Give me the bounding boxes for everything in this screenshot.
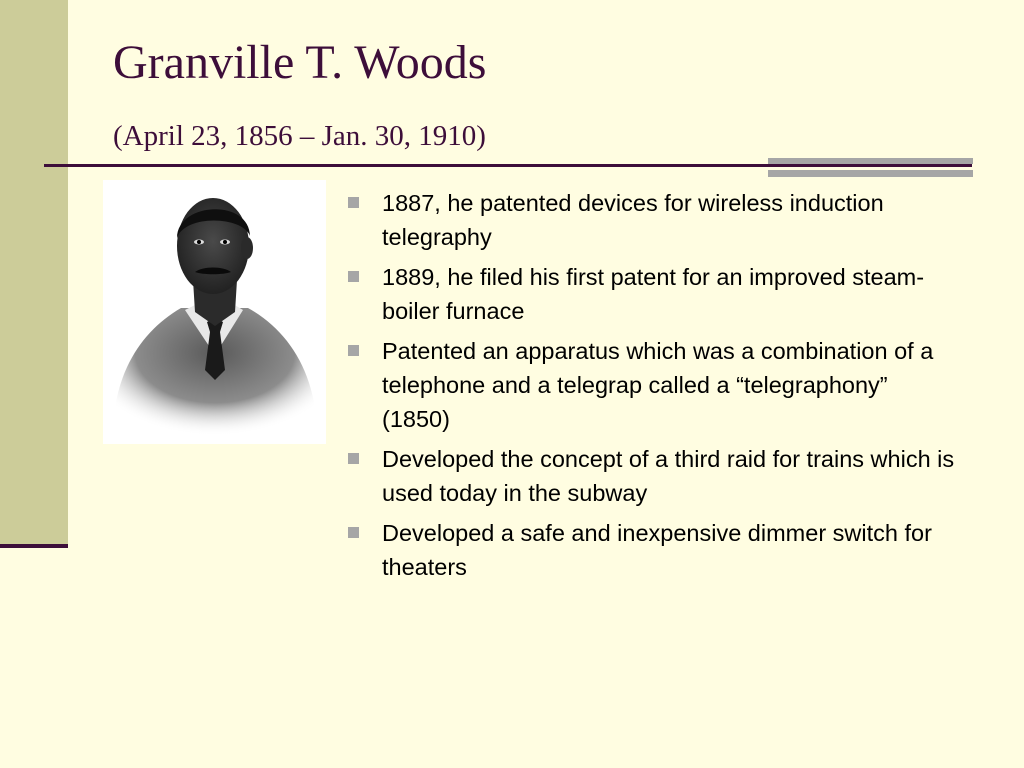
bullet-item — [344, 186, 959, 254]
left-decorative-bar — [0, 0, 68, 546]
slide-subtitle: (April 23, 1856 – Jan. 30, 1910) — [113, 120, 486, 152]
square-bullet-icon — [348, 527, 359, 538]
bullet-text: Patented an apparatus which was a combination of a telephone and a telegrap called a “telegraphony” (1850) — [382, 338, 934, 432]
bullet-text: 1887, he patented devices for wireless induction telegraphy — [382, 190, 884, 250]
bullet-text: 1889, he filed his first patent for an improved steam-boiler furnace — [382, 264, 925, 324]
left-bar-rule — [0, 544, 68, 548]
square-bullet-icon — [348, 197, 359, 208]
bullet-item — [344, 334, 959, 436]
bullet-list — [344, 186, 959, 590]
bullet-item — [344, 260, 959, 328]
square-bullet-icon — [348, 271, 359, 282]
bullet-item — [344, 442, 959, 510]
bullet-text: Developed a safe and inexpensive dimmer switch for theaters — [382, 520, 932, 580]
square-bullet-icon — [348, 453, 359, 464]
bullet-text: Developed the concept of a third raid for trains which is used today in the subway — [382, 446, 955, 506]
accent-stripes — [768, 158, 973, 178]
square-bullet-icon — [348, 345, 359, 356]
portrait-image — [103, 180, 326, 444]
slide-title: Granville T. Woods — [113, 36, 487, 89]
bullet-item — [344, 516, 959, 584]
